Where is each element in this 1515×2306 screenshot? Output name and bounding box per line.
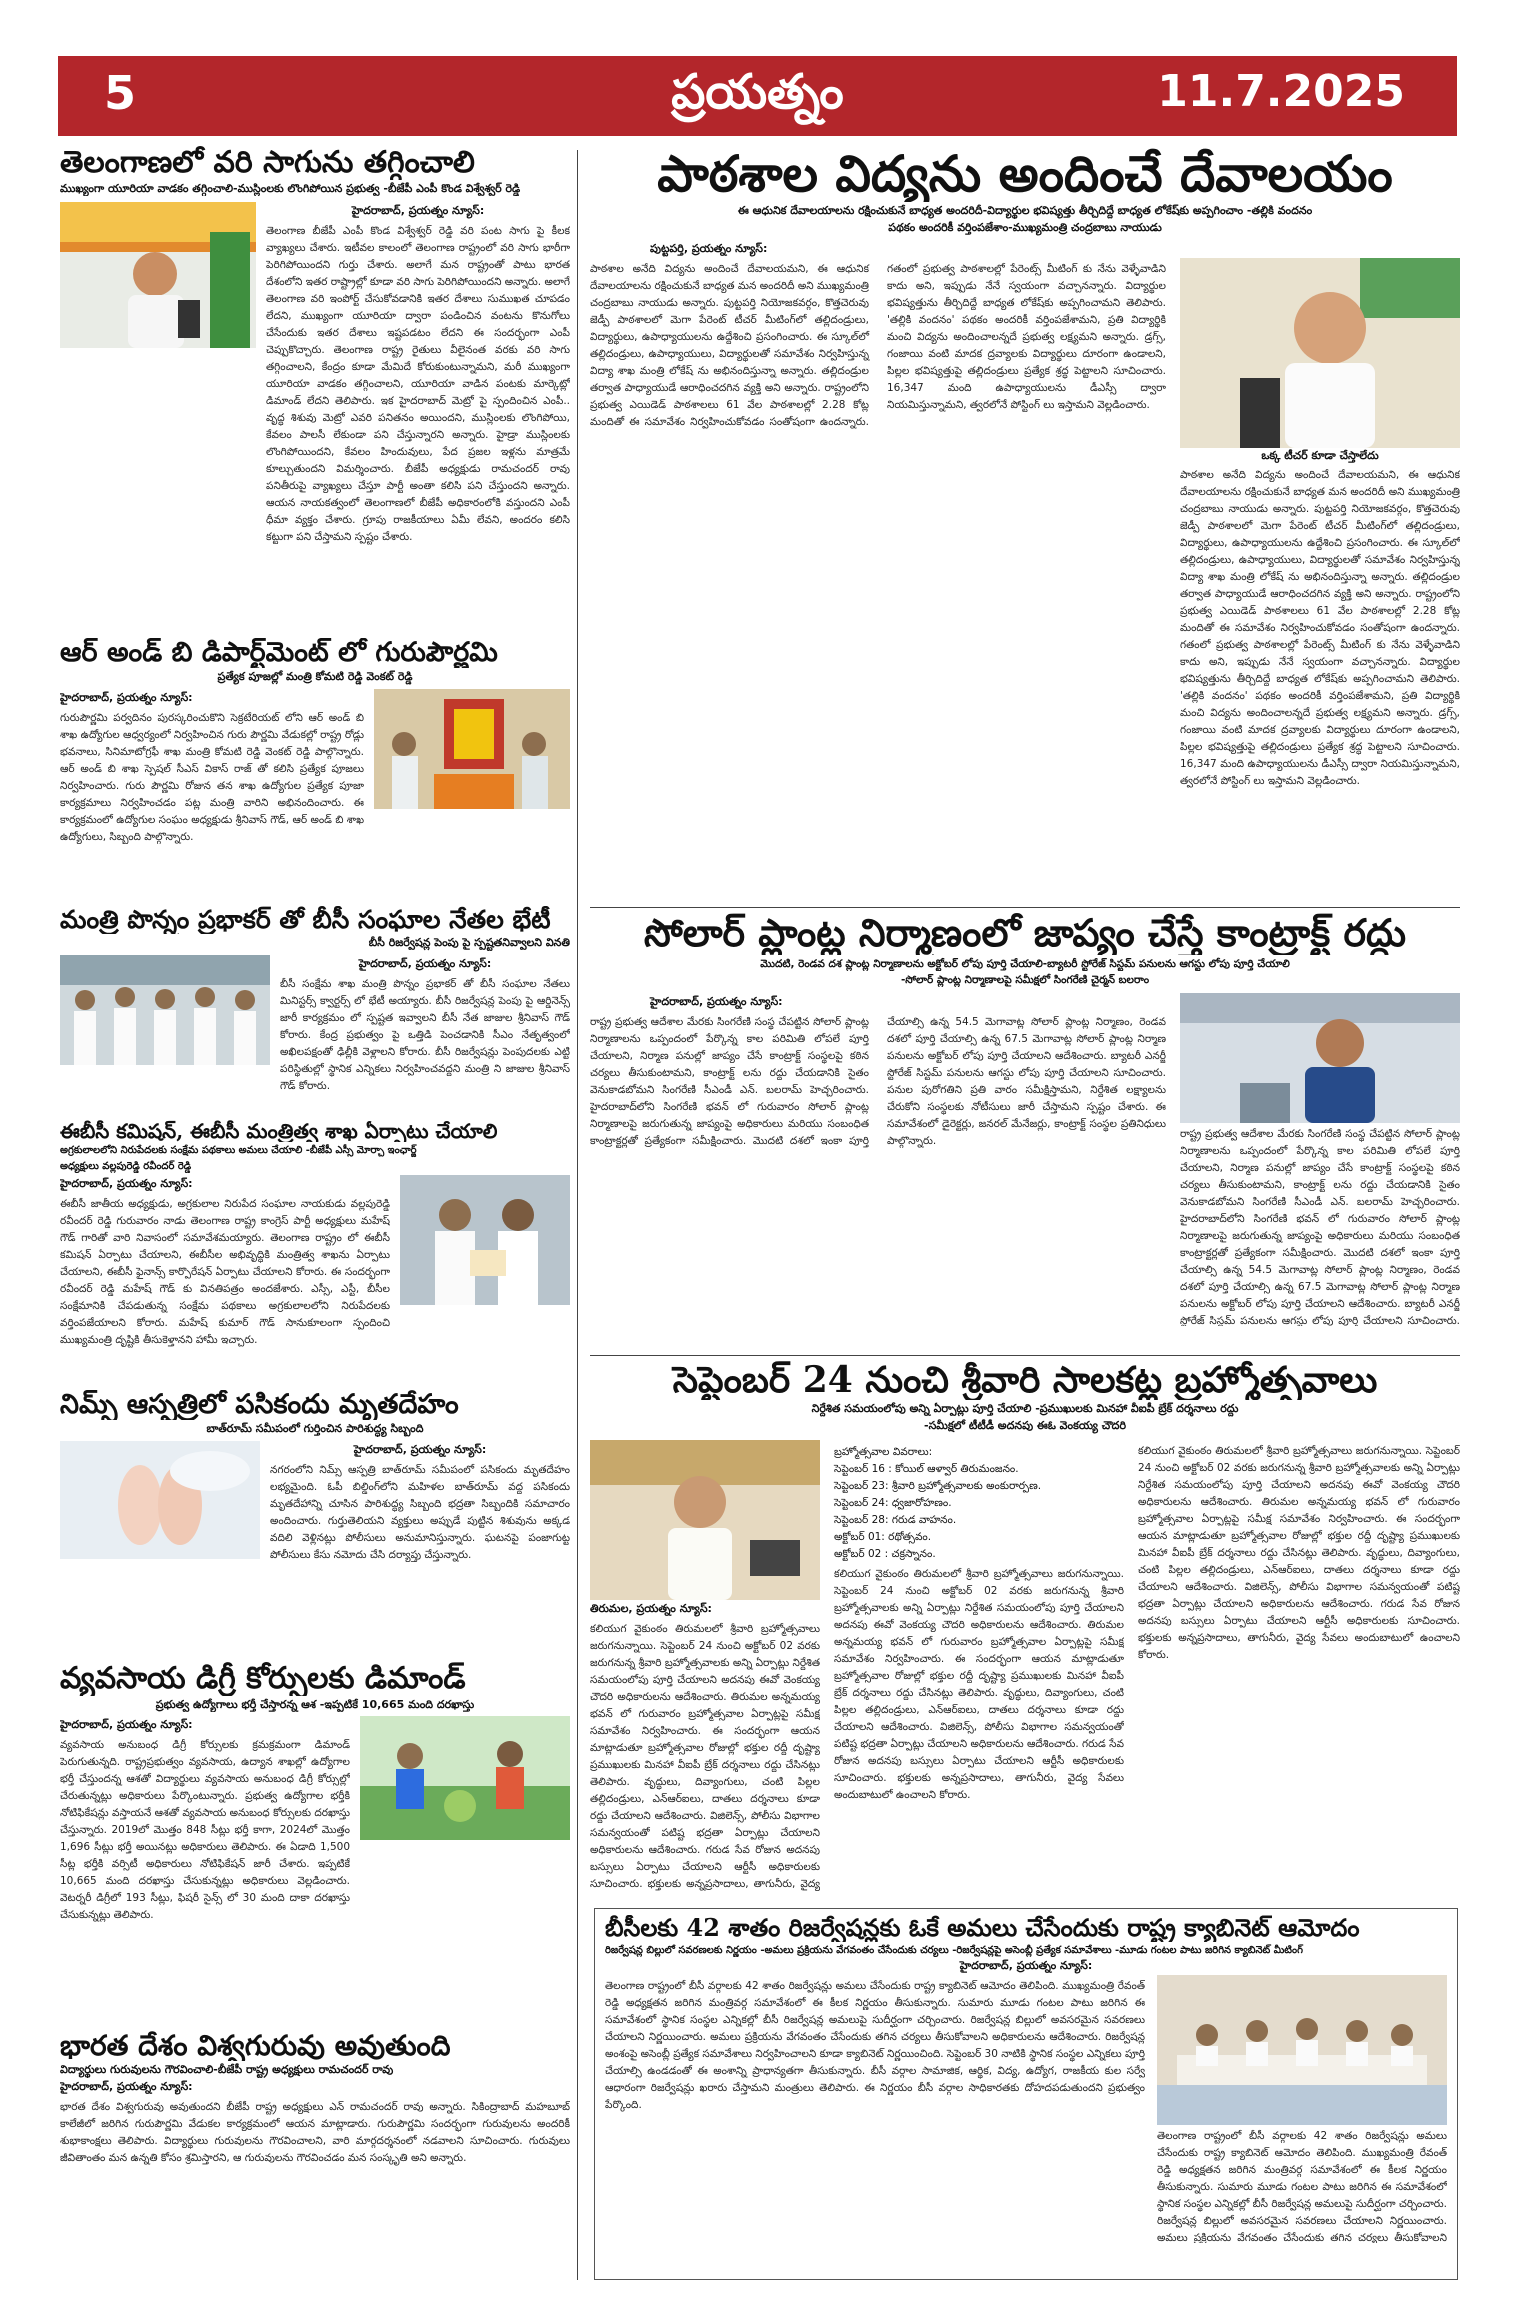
kicker: రిజర్వేషన్ల బిల్లులో సవరణలకు నిర్ణయం -అమలు ప్రక్రియను వేగవంతం చేసేందుకు చర్యలు -రిజర్వేషన్లపై అసెంబ్లీ ప్రత్యేక సమావేశాలు -మూడు గంటల పాటు జరిగిన క్యాబినెట్ మీటింగ్ xyxy=(605,1944,1303,1956)
section-divider xyxy=(590,1355,1460,1356)
schedule-item: సెప్టెంబర్ 23: శ్రీవారి బ్రహ్మోత్సవాలకు అంకురార్పణ. xyxy=(834,1480,1042,1492)
photo-chief-minister xyxy=(1180,258,1460,448)
schedule-item: అక్టోబర్ 01: రథోత్సవం. xyxy=(834,1531,932,1543)
kicker-2: పథకం అందరికీ వర్తింపజేశాం-ముఖ్యమంత్రి చంద్రబాబు నాయుడు xyxy=(888,220,1162,234)
article-cabinet xyxy=(594,1908,1458,2280)
kicker: ప్రభుత్వ ఉద్యోగాలు భర్తీ చేస్తారన్న ఆశ -ఇప్పటికే 10,665 మంది దరఖాస్తు xyxy=(155,1697,475,1711)
kicker: అగ్రకులాలలోని నిరుపేదలకు సంక్షేమ పథకాలు అమలు చేయాలి -బీజేపీ ఎస్సీ మోర్చా ఇంఛార్జ్ xyxy=(60,1145,417,1157)
headline: భారత దేశం విశ్వగురువు అవుతుంది xyxy=(60,2030,451,2062)
headline: నిమ్స్ ఆస్పత్రిలో పసికందు మృతదేహం xyxy=(60,1390,459,1420)
article-body: భారత దేశం విశ్వగురువు అవుతుందని బీజేపీ రాష్ట్ర అధ్యక్షులు ఎన్ రామచందర్ రావు అన్నారు. సికింద్రాబాద్ మహబూబ్ కాలేజీలో జరిగిన గురుపౌర్ణమి వేడుకల కార్యక్రమంలో ఆయన మాట్లాడారు. గురుపౌర్ణమి సందర్భంగా గురువులను అందరికీ శుభాకాంక్షలు తెలిపారు. విద్యార్థులు గురువులను గౌరవించాలని, వారి మార్గదర్శనంలో నడవాలని సూచించారు. గురువులు జీవితాంతం మన ఉన్నతి కోసం శ్రమిస్తారని, ఆ గురువులను గౌరవించడం మన సంస్కృతి అని అన్నారు. xyxy=(60,2101,570,2165)
newspaper-title: ప్రయత్నం xyxy=(671,64,844,120)
headline: ఈబీసీ కమిషన్, ఈబీసీ మంత్రిత్వ శాఖ ఏర్పాటు చేయాలి xyxy=(60,1120,498,1143)
article-body: ఈబీసీ జాతీయ అధ్యక్షుడు, అగ్రకులాల నిరుపేద సంఘాల నాయకుడు వల్లపురెడ్డి రవీందర్ రెడ్డి గురువారం నాడు తెలంగాణ రాష్ట్ర కాంగ్రెస్ పార్టీ అధ్యక్షులు మహేష్ గౌడ్ గారితో వారి నివాసంలో సమావేశమయ్యారు. తెలంగాణ రాష్ట్రం లో ఈబీసీ కమిషన్ ఏర్పాటు చేయాలని, ఈబీసీల అభివృద్ధికి మంత్రిత్వ శాఖను ఏర్పాటు చేయాలని, ఈబీసీ ఫైనాన్స్ కార్పొరేషన్ ఏర్పాటు చేయాలని కోరారు. ఈ సందర్భంగా రవీందర్ రెడ్డి మహేష్ గౌడ్ కు వినతిపత్రం అందజేశారు. ఎస్సీ, ఎస్టీ, బీసీల సంక్షేమానికి చేపడుతున్న సంక్షేమ పథకాలు అగ్రకులాలలోని నిరుపేదలకు వర్తింపజేయాలని కోరారు. మహేష్ కుమార్ గౌడ్ సానుకూలంగా స్పందించి ముఖ్యమంత్రి దృష్టికి తీసుకెళ్తానని హామీ ఇచ్చారు. xyxy=(60,1198,390,1347)
dateline: హైదరాబాద్, ప్రయత్నం న్యూస్: xyxy=(60,1177,193,1191)
article-ebc xyxy=(60,1120,570,1385)
article-body: నగరంలోని నిమ్స్ ఆస్పత్రి బాత్‌రూమ్ సమీపంలో పసికందు మృతదేహం లభ్యమైంది. ఓపీ బిల్డింగ్‌లోని మహిళల బాత్‌రూమ్ వద్ద పసికందు మృతదేహాన్ని చూసిన పారిశుద్ధ్య సిబ్బంది భద్రతా సిబ్బందికి సమాచారం అందించారు. గుర్తుతెలియని వ్యక్తులు అప్పుడే పుట్టిన శిశువును అక్కడ వదిలి వెళ్లినట్లు పోలీసులు అనుమానిస్తున్నారు. ఘటనపై పంజాగుట్ట పోలీసులు కేసు నమోదు చేసి దర్యాప్తు చేస్తున్నారు. xyxy=(270,1464,570,1562)
headline: తెలంగాణలో వరి సాగును తగ్గించాలి xyxy=(60,146,475,180)
article-gurupurnima xyxy=(60,638,570,906)
photo-baby-feet xyxy=(60,1441,260,1559)
kicker: మొదటి, రెండవ దశ ప్లాంట్ల నిర్మాణాలను అక్టోబర్ లోపు పూర్తి చేయాలి-బ్యాటరీ స్టోరేజ్ సిస్టమ్ పనులను ఆగస్టు లోపు పూర్తి చేయాలి xyxy=(760,957,1290,970)
dateline: హైదరాబాద్, ప్రయత్నం న్యూస్: xyxy=(351,204,485,218)
article-body-continued: కలియుగ వైకుంఠం తిరుమలలో శ్రీవారి బ్రహ్మోత్సవాలు జరుగనున్నాయి. సెప్టెంబర్ 24 నుంచి అక్టోబర్ 02 వరకు జరుగనున్న శ్రీవారి బ్రహ్మోత్సవాలకు అన్ని ఏర్పాట్లు నిర్దేశిత సమయంలోపు పూర్తి చేయాలని అదనపు ఈవో వెంకయ్య చౌదరి అధికారులను ఆదేశించారు. తిరుమల అన్నమయ్య భవన్ లో గురువారం బ్రహ్మోత్సవాల ఏర్పాట్లపై సమీక్ష సమావేశం నిర్వహించారు. ఈ సందర్భంగా ఆయన మాట్లాడుతూ బ్రహ్మోత్సవాల రోజుల్లో భక్తుల రద్దీ దృష్ట్యా ప్రముఖులకు మినహా వీఐపీ బ్రేక్ దర్శనాలు రద్దు చేసినట్లు తెలిపారు. వృద్ధులు, దివ్యాంగులు, చంటి పిల్లల తల్లిదండ్రులు, ఎన్ఆర్ఐలు, దాతలు దర్శనాలు కూడా రద్దు చేయాలని ఆదేశించారు. విజిలెన్స్, పోలీసు విభాగాల సమన్వయంతో పటిష్ట భద్రతా ఏర్పాట్లు చేయాలని అధికారులను ఆదేశించారు. గరుడ సేవ రోజున అదనపు బస్సులు ఏర్పాటు చేయాలని ఆర్టీసీ అధికారులకు సూచించారు. భక్తులకు అన్నప్రసాదాలు, తాగునీరు, వైద్య సేవలు అందుబాటులో ఉంచాలని కోరారు. xyxy=(834,1568,1124,1801)
headline: వ్యవసాయ డిగ్రీ కోర్సులకు డిమాండ్ xyxy=(60,1662,466,1696)
article-solar xyxy=(590,912,1460,1350)
dateline: హైదరాబాద్, ప్రయత్నం న్యూస్: xyxy=(650,994,783,1008)
dateline: హైదరాబాద్, ప్రయత్నం న్యూస్: xyxy=(60,691,193,705)
article-body: పాఠశాల అనేది విద్యను అందించే దేవాలయమని, ఈ ఆధునిక దేవాలయాలను రక్షించుకునే బాధ్యత మన అందరిదీ అని ముఖ్యమంత్రి చంద్రబాబు నాయుడు అన్నారు. పుట్టపర్తి నియోజకవర్గం, కొత్తచెరువు జెడ్పీ పాఠశాలలో మెగా పేరెంట్ టీచర్ మీటింగ్‌లో తల్లిదండ్రులు, విద్యార్థులు, ఉపాధ్యాయులను ఉద్దేశించి ప్రసంగించారు. ఈ స్కూల్‌లో తల్లిదండ్రులు, ఉపాధ్యాయులు, విద్యార్థులతో సమావేశం నిర్వహిస్తున్న విద్యా శాఖ మంత్రి లోకేష్ ను అభినందిస్తున్నా అన్నారు. తల్లిదండ్రుల తర్వాత పాధ్యాయుడే ఆరాధించదగిన వ్యక్తి అని అన్నారు. రాష్ట్రంలోని ప్రభుత్వ ఎయిడెడ్ పాఠశాలలు 61 వేల పాఠశాలల్లో 2.28 కోట్ల మందితో ఈ సమావేశం నిర్వహించుకోవడం సంతోషంగా ఉందన్నారు. గతంలో ప్రభుత్వ పాఠశాలల్లో పేరెంట్స్ మీటింగ్ కు నేను వెళ్ళేవాడిని కాదు అని, ఇప్పుడు నేనే స్వయంగా వచ్చానన్నారు. విద్యార్థుల భవిష్యత్తును తీర్చిదిద్దే బాధ్యత లోకేష్‌కు అప్పగించామని తెలిపారు. 'తల్లికి వందనం' పథకం అందరికీ వర్తింపజేశామని, ప్రతి విద్యార్థికి మంచి విద్యను అందించాలన్నదే ప్రభుత్వ లక్ష్యమని అన్నారు. డ్రగ్స్, గంజాయి వంటి మాదక ద్రవ్యాలకు విద్యార్థులు దూరంగా ఉండాలని, పిల్లల భవిష్యత్తుపై తల్లిదండ్రులు ప్రత్యేక శ్రద్ధ పెట్టాలని సూచించారు. 16,347 మంది ఉపాధ్యాయులను డీఎస్సీ ద్వారా నియమిస్తున్నామని, త్వరలోనే పోస్టింగ్ లు ఇస్తామని వెల్లడించారు. xyxy=(590,262,1166,428)
photo-agri-students xyxy=(360,1716,570,1840)
photo-caption: ఒక్క టీచర్ కూడా చేస్తాలేదు xyxy=(1261,448,1379,462)
section-divider xyxy=(590,907,1460,908)
article-vishwaguru xyxy=(60,2030,570,2280)
article-nims xyxy=(60,1390,570,1658)
dateline: హైదరాబాద్, ప్రయత్నం న్యూస్: xyxy=(60,2080,193,2094)
article-degree xyxy=(60,1662,570,2022)
dateline: హైదరాబాద్, ప్రయత్నం న్యూస్: xyxy=(60,1718,193,1732)
article-body: గురుపౌర్ణమి పర్వదినం పురస్కరించుకొని సెక్రటేరియట్ లోని ఆర్ అండ్ బి శాఖ ఉద్యోగుల ఆధ్వర్యంలో నిర్వహించిన గురు పౌర్ణమి వేడుకల్లో రాష్ట్ర రోడ్లు భవనాలు, సినిమాటోగ్రఫీ శాఖ మంత్రి కోమటి రెడ్డి వెంకట్ రెడ్డి పాల్గొన్నారు. ఆర్ అండ్ బి శాఖ స్పెషల్ సీఎస్ వికాస్ రాజ్ తో కలిసి ప్రత్యేక పూజలు నిర్వహించారు. గురు పౌర్ణమి రోజున తన శాఖ ఉద్యోగుల ప్రత్యేక పూజా కార్యక్రమాలు నిర్వహించడం పట్ల మంత్రి వారిని అభినందించారు. ఈ కార్యక్రమంలో ఉద్యోగుల సంఘం అధ్యక్షుడు శ్రీనివాస్ గౌడ్, ఆర్ అండ్ బి శాఖ ఉద్యోగులు, సిబ్బంది పాల్గొన్నారు. xyxy=(60,712,364,844)
headline: ఆర్ అండ్ బి డిపార్ట్‌మెంట్ లో గురుపౌర్ణమి xyxy=(60,638,498,668)
photo-mp-press-meet xyxy=(60,202,256,348)
photo-singareni-chairman xyxy=(1180,993,1460,1123)
schedule-item: సెప్టెంబర్ 28: గరుడ వాహనం. xyxy=(834,1514,957,1526)
article-body-continued: తెలంగాణ రాష్ట్రంలో బీసీ వర్గాలకు 42 శాతం రిజర్వేషన్లు అమలు చేసేందుకు రాష్ట్ర క్యాబినెట్ ఆమోదం తెలిపింది. ముఖ్యమంత్రి రేవంత్ రెడ్డి అధ్యక్షతన జరిగిన మంత్రివర్గ సమావేశంలో ఈ కీలక నిర్ణయం తీసుకున్నారు. సుమారు మూడు గంటల పాటు జరిగిన ఈ సమావేశంలో స్థానిక సంస్థల ఎన్నికల్లో బీసీ రిజర్వేషన్ల అమలుపై సుదీర్ఘంగా చర్చించారు. రిజర్వేషన్ల బిల్లులో అవసరమైన సవరణలు చేయాలని నిర్ణయించారు. అమలు ప్రక్రియను వేగవంతం చేసేందుకు తగిన చర్యలు తీసుకోవాలని xyxy=(1157,2130,1447,2244)
article-paddy xyxy=(60,146,570,631)
kicker: ఈ ఆధునిక దేవాలయాలను రక్షించుకునే బాధ్యత అందరిదీ-విద్యార్థుల భవిష్యత్తు తీర్చిదిద్దే బాధ్యత లోకేష్‌కు అప్పగించాం -తల్లికి వందనం xyxy=(737,204,1313,217)
kicker-sub: అధ్యక్షులు వల్లపురెడ్డి రవీందర్ రెడ్డి xyxy=(60,1160,192,1172)
kicker: బీసీ రిజర్వేషన్ల పెంపు పై స్పష్టతనివ్వాలని వినతి xyxy=(368,936,570,949)
kicker-2: -సమీక్షలో టీటీడీ అదనపు ఈఓ వెంకయ్య చౌదరి xyxy=(924,1419,1126,1433)
article-body-continued: రాష్ట్ర ప్రభుత్వ ఆదేశాల మేరకు సింగరేణి సంస్థ చేపట్టిన సోలార్ ప్లాంట్ల నిర్మాణాలను ఒప్పందంలో పేర్కొన్న కాల పరిమితి లోపలే పూర్తి చేయాలని, నిర్మాణ పనుల్లో జాప్యం చేసే కాంట్రాక్ట్ సంస్థలపై కఠిన చర్యలు తీసుకుంటామని, కాంట్రాక్ట్ లను రద్దు చేయడానికి సైతం వెనుకాడబోమని సింగరేణి సీఎండీ ఎన్. బలరామ్ హెచ్చరించారు. హైదరాబాద్‌లోని సింగరేణి భవన్ లో గురువారం సోలార్ ప్లాంట్ల నిర్మాణాలపై జరుగుతున్న జాప్యంపై అధికారులు మరియు సంబంధిత కాంట్రాక్టర్లతో ప్రత్యేకంగా సమీక్షించారు. మొదటి దశలో ఇంకా పూర్తి చేయాల్సి ఉన్న 54.5 మెగావాట్ల సోలార్ ప్లాంట్ల నిర్మాణం, రెండవ దశలో పూర్తి చేయాల్సి ఉన్న 67.5 మెగావాట్ల సోలార్ ప్లాంట్ల నిర్మాణ పనులను అక్టోబర్ లోపు పూర్తి చేయాలని ఆదేశించారు. బ్యాటరీ ఎనర్జీ స్టోరేజ్ సిస్టమ్ పనులను ఆగస్టు లోపు పూర్తి చేయాలని సూచించారు. xyxy=(1180,1127,1460,1326)
dateline: పుట్టపర్తి, ప్రయత్నం న్యూస్: xyxy=(650,241,768,255)
headline: సెప్టెంబర్ 24 నుంచి శ్రీవారి సాలకట్ల బ్రహ్మోత్సవాలు xyxy=(672,1360,1378,1401)
photo-ttd-eo xyxy=(590,1440,820,1600)
kicker-2: -సోలార్ ప్లాంట్ల నిర్మాణాలపై సమీక్షలో సింగరేణి చైర్మన్ బలరాం xyxy=(900,973,1150,986)
article-brahmotsavam xyxy=(590,1360,1460,1900)
article-ponnam xyxy=(60,906,570,1116)
page-number: 5 xyxy=(104,66,137,120)
issue-date: 11.7.2025 xyxy=(1157,66,1405,117)
photo-bc-leaders xyxy=(60,955,270,1065)
kicker: ప్రత్యేక పూజల్లో మంత్రి కోమటి రెడ్డి వెంకట్ రెడ్డి xyxy=(217,670,413,684)
dateline: తిరుమల, ప్రయత్నం న్యూస్: xyxy=(590,1602,712,1615)
masthead xyxy=(58,56,1457,136)
schedule-item: సెప్టెంబర్ 16 : కోయిల్ ఆళ్వార్ తిరుమంజనం. xyxy=(834,1463,1019,1475)
schedule-item: సెప్టెంబర్ 24: ధ్వజారోహణం. xyxy=(834,1497,952,1509)
headline: పాఠశాల విద్యను అందించే దేవాలయం xyxy=(657,146,1393,202)
dateline: హైదరాబాద్, ప్రయత్నం న్యూస్: xyxy=(959,1959,1093,1973)
photo-puja xyxy=(374,689,570,809)
dateline: హైదరాబాద్, ప్రయత్నం న్యూస్: xyxy=(358,956,492,970)
column-divider xyxy=(577,150,578,2280)
kicker: ముఖ్యంగా యూరియా వాడకం తగ్గించాలి-ముస్లింలకు లొంగిపోయిన ప్రభుత్వ -బీజేపీ ఎంపీ కొండ విశ్వేశ్వర్ రెడ్డి xyxy=(60,181,521,195)
headline: సోలార్ ప్లాంట్ల నిర్మాణంలో జాప్యం చేస్తే కాంట్రాక్ట్ రద్దు xyxy=(644,912,1406,955)
article-body: బీసీ సంక్షేమ శాఖ మంత్రి పొన్నం ప్రభాకర్ తో బీసీ సంఘాల నేతలు మినిస్టర్స్ క్వార్టర్స్ లో భేటీ అయ్యారు. బీసీ రిజర్వేషన్ల పెంపు పై ఆర్డినెన్స్ జారీ కార్యక్రమం లో స్పష్టత ఇవ్వాలని బీసీ నేత జాజుల శ్రీనివాస్ గౌడ్ కోరారు. కేంద్ర ప్రభుత్వం పై ఒత్తిడి పెంచడానికి సీఎం నేతృత్వంలో అఖిలపక్షంతో ఢిల్లీకి వెళ్లాలని కోరారు. బీసీ రిజర్వేషన్లు పెంపుదలకు ఎట్టి పరిస్థితుల్లో స్థానిక ఎన్నికలు నిర్వహించవద్దని మంత్రి ని జాజుల శ్రీనివాస్ గౌడ్ కోరారు. xyxy=(280,977,570,1092)
article-body: కలియుగ వైకుంఠం తిరుమలలో శ్రీవారి బ్రహ్మోత్సవాలు జరుగనున్నాయి. సెప్టెంబర్ 24 నుంచి అక్టోబర్ 02 వరకు జరుగనున్న శ్రీవారి బ్రహ్మోత్సవాలకు అన్ని ఏర్పాట్లు నిర్దేశిత సమయంలోపు పూర్తి చేయాలని అదనపు ఈవో వెంకయ్య చౌదరి అధికారులను ఆదేశించారు. తిరుమల అన్నమయ్య భవన్ లో గురువారం బ్రహ్మోత్సవాల ఏర్పాట్లపై సమీక్ష సమావేశం నిర్వహించారు. ఈ సందర్భంగా ఆయన మాట్లాడుతూ బ్రహ్మోత్సవాల రోజుల్లో భక్తుల రద్దీ దృష్ట్యా ప్రముఖులకు మినహా వీఐపీ బ్రేక్ దర్శనాలు రద్దు చేసినట్లు తెలిపారు. వృద్ధులు, దివ్యాంగులు, చంటి పిల్లల తల్లిదండ్రులు, ఎన్ఆర్ఐలు, దాతలు దర్శనాలు కూడా రద్దు చేయాలని ఆదేశించారు. విజిలెన్స్, పోలీసు విభాగాల సమన్వయంతో పటిష్ట భద్రతా ఏర్పాట్లు చేయాలని అధికారులను ఆదేశించారు. గరుడ సేవ రోజున అదనపు బస్సులు ఏర్పాటు చేయాలని ఆర్టీసీ అధికారులకు సూచించారు. భక్తులకు అన్నప్రసాదాలు, తాగునీరు, వైద్య xyxy=(590,1623,820,1890)
article-body: తెలంగాణ బీజేపీ ఎంపీ కొండ విశ్వేశ్వర్ రెడ్డి వరి పంట సాగు పై కీలక వ్యాఖ్యలు చేశారు. ఇటీవల కాలంలో తెలంగాణ రాష్ట్రంలో వరి సాగు భారీగా పెరిగిపోయిందని గుర్తు చేశారు. అలాగే మన రాష్ట్రంతో పాటు భారత దేశంలోని ఇతర రాష్ట్రాల్లో కూడా వరి సాగు పెరిగిపోయిందని అన్నారు. అలాగే తెలంగాణ వరి ఇంపోర్ట్ చేసుకోవడానికి ఇతర దేశాలు సుముఖత చూపడం లేదని, ముఖ్యంగా యూరియా ద్వారా పండించిన వంటను కొనుగోలు చేసేందుకు ఇతర దేశాలు ఇష్టపడటం లేదని ఈ సందర్భంగా ఎంపీ చెప్పుకొచ్చారు. తెలంగాణ రాష్ట్ర రైతులు వీలైనంత వరకు వరి సాగు తగ్గించాలని, కేంద్రం కూడా మేమిదే కోరుకుంటున్నామని, మరీ ముఖ్యంగా యూరియా వాడకం తగ్గించాలని, యూరియా వాడిన పంటకు మార్కెట్లో డిమాండ్ లేదని తెలిపారు. ఇక హైదరాబాద్ మెట్రో పై స్పందించిన ఎంపీ.. వృద్ధ శిశువు మెట్రో ఎవరి పనితనం అయిందని, ముస్లింలకు లొంగిపోయి, కేవలం పాలసీ లేకుండా పని చేస్తున్నారని అన్నారు. హైడ్రా ముస్లింలకు లొంగిపోయిందని, కేవలం హిందువులు, పేద ప్రజల ఇళ్లను మాత్రమే కూల్చుతుందని విమర్శించారు. బీజేపీ అధ్యక్షుడు రామచందర్ రావు పనితీరుపై వ్యాఖ్యలు చేస్తూ పార్టీ అంతా కలిసి పని చేస్తుందని అన్నారు. ఆయన నాయకత్వంలో తెలంగాణలో బీజేపీ అధికారంలోకి వస్తుందని ఎంపీ ధీమా వ్యక్తం చేశారు. గ్రూపు రాజకీయాలు ఏమీ లేవని, అందరం కలిసి కట్టుగా పని చేస్తామని స్పష్టం చేశారు. xyxy=(266,225,570,544)
article-body: రాష్ట్ర ప్రభుత్వ ఆదేశాల మేరకు సింగరేణి సంస్థ చేపట్టిన సోలార్ ప్లాంట్ల నిర్మాణాలను ఒప్పందంలో పేర్కొన్న కాల పరిమితి లోపలే పూర్తి చేయాలని, నిర్మాణ పనుల్లో జాప్యం చేసే కాంట్రాక్ట్ సంస్థలపై కఠిన చర్యలు తీసుకుంటామని, కాంట్రాక్ట్ లను రద్దు చేయడానికి సైతం వెనుకాడబోమని సింగరేణి సీఎండీ ఎన్. బలరామ్ హెచ్చరించారు. హైదరాబాద్‌లోని సింగరేణి భవన్ లో గురువారం సోలార్ ప్లాంట్ల నిర్మాణాలపై జరుగుతున్న జాప్యంపై అధికారులు మరియు సంబంధిత కాంట్రాక్టర్లతో ప్రత్యేకంగా సమీక్షించారు. మొదటి దశలో ఇంకా పూర్తి చేయాల్సి ఉన్న 54.5 మెగావాట్ల సోలార్ ప్లాంట్ల నిర్మాణం, రెండవ దశలో పూర్తి చేయాల్సి ఉన్న 67.5 మెగావాట్ల సోలార్ ప్లాంట్ల నిర్మాణ పనులను అక్టోబర్ లోపు పూర్తి చేయాలని ఆదేశించారు. బ్యాటరీ ఎనర్జీ స్టోరేజ్ సిస్టమ్ పనులను ఆగస్టు లోపు పూర్తి చేయాలని సూచించారు. పనుల పురోగతిని ప్రతి వారం సమీక్షిస్తామని, నిర్దేశిత లక్ష్యాలను చేరుకోని సంస్థలకు నోటీసులు జారీ చేస్తామని స్పష్టం చేశారు. ఈ సమావేశంలో డైరెక్టర్లు, జనరల్ మేనేజర్లు, కాంట్రాక్ట్ సంస్థల ప్రతినిధులు పాల్గొన్నారు. xyxy=(590,1015,1166,1147)
article-body: వ్యవసాయ అనుబంధ డిగ్రీ కోర్సులకు క్రమక్రమంగా డిమాండ్ పెరుగుతున్నది. రాష్ట్రప్రభుత్వం వ్యవసాయ, ఉద్యాన శాఖల్లో ఉద్యోగాల భర్తీ చేస్తుందన్న ఆశతో విద్యార్థులు వ్యవసాయ అనుబంధ డిగ్రీ కోర్సుల్లో చేరుతున్నట్లు అధికారులు పేర్కొంటున్నారు. ప్రభుత్వ ఉద్యోగాల భర్తీకి నోటిఫికేషన్లు వస్తాయనే ఆశతో వ్యవసాయ అనుబంధ కోర్సులకు దరఖాస్తు చేస్తున్నారు. 2019లో మొత్తం 848 సీట్లు భర్తీ కాగా, 2024లో మొత్తం 1,696 సీట్లు భర్తీ అయినట్లు అధికారులు తెలిపారు. ఈ ఏడాది 1,500 సీట్ల భర్తీకి వర్సిటీ అధికారులు నోటిఫికేషన్ జారీ చేశారు. ఇప్పటికే 10,665 మంది దరఖాస్తు చేసుకున్నట్లు అధికారులు వెల్లడించారు. వెటర్నరీ డిగ్రీలో 193 సీట్లు, ఫిషరీ సైన్స్ లో 30 మంది దాకా దరఖాస్తు చేసుకున్నట్లు తెలిపారు. xyxy=(60,1739,350,1922)
kicker: బాత్‌రూమ్ సమీపంలో గుర్తించిన పారిశుద్ధ్య సిబ్బంది xyxy=(206,1422,424,1436)
article-body: తెలంగాణ రాష్ట్రంలో బీసీ వర్గాలకు 42 శాతం రిజర్వేషన్లు అమలు చేసేందుకు రాష్ట్ర క్యాబినెట్ ఆమోదం తెలిపింది. ముఖ్యమంత్రి రేవంత్ రెడ్డి అధ్యక్షతన జరిగిన మంత్రివర్గ సమావేశంలో ఈ కీలక నిర్ణయం తీసుకున్నారు. సుమారు మూడు గంటల పాటు జరిగిన ఈ సమావేశంలో స్థానిక సంస్థల ఎన్నికల్లో బీసీ రిజర్వేషన్ల అమలుపై సుదీర్ఘంగా చర్చించారు. రిజర్వేషన్ల బిల్లులో అవసరమైన సవరణలు చేయాలని నిర్ణయించారు. అమలు ప్రక్రియను వేగవంతం చేసేందుకు తగిన చర్యలు తీసుకోవాలని అధికారులను ఆదేశించారు. రిజర్వేషన్ల అంశంపై అసెంబ్లీ ప్రత్యేక సమావేశాలు నిర్వహించాలని కూడా క్యాబినెట్ నిర్ణయించింది. సెప్టెంబర్ 30 నాటికి స్థానిక సంస్థల ఎన్నికలు పూర్తి చేయాల్సి ఉండడంతో ఈ అంశాన్ని ప్రాధాన్యతగా తీసుకున్నారు. బీసీ వర్గాల సామాజిక, ఆర్థిక, విద్య, ఉద్యోగ, రాజకీయ కుల సర్వే ఆధారంగా రిజర్వేషన్లు ఖరారు చేస్తామని మంత్రులు తెలిపారు. ఈ నిర్ణయం బీసీ వర్గాల సాధికారతకు దోహదపడుతుందని ప్రభుత్వం పేర్కొంది. xyxy=(605,1980,1145,2112)
article-school xyxy=(590,146,1460,902)
schedule-item: అక్టోబర్ 02 : చక్రస్నానం. xyxy=(834,1548,936,1560)
photo-cabinet-meeting xyxy=(1157,1975,1447,2125)
article-body-continued: పాఠశాల అనేది విద్యను అందించే దేవాలయమని, ఈ ఆధునిక దేవాలయాలను రక్షించుకునే బాధ్యత మన అందరిదీ అని ముఖ్యమంత్రి చంద్రబాబు నాయుడు అన్నారు. పుట్టపర్తి నియోజకవర్గం, కొత్తచెరువు జెడ్పీ పాఠశాలలో మెగా పేరెంట్ టీచర్ మీటింగ్‌లో తల్లిదండ్రులు, విద్యార్థులు, ఉపాధ్యాయులను ఉద్దేశించి ప్రసంగించారు. ఈ స్కూల్‌లో తల్లిదండ్రులు, ఉపాధ్యాయులు, విద్యార్థులతో సమావేశం నిర్వహిస్తున్న విద్యా శాఖ మంత్రి లోకేష్ ను అభినందిస్తున్నా అన్నారు. తల్లిదండ్రుల తర్వాత పాధ్యాయుడే ఆరాధించదగిన వ్యక్తి అని అన్నారు. రాష్ట్రంలోని ప్రభుత్వ ఎయిడెడ్ పాఠశాలలు 61 వేల పాఠశాలల్లో 2.28 కోట్ల మందితో ఈ సమావేశం నిర్వహించుకోవడం సంతోషంగా ఉందన్నారు. గతంలో ప్రభుత్వ పాఠశాలల్లో పేరెంట్స్ మీటింగ్ కు నేను వెళ్ళేవాడిని కాదు అని, ఇప్పుడు నేనే స్వయంగా వచ్చానన్నారు. విద్యార్థుల భవిష్యత్తును తీర్చిదిద్దే బాధ్యత లోకేష్‌కు అప్పగించామని తెలిపారు. 'తల్లికి వందనం' పథకం అందరికీ వర్తింపజేశామని, ప్రతి విద్యార్థికి మంచి విద్యను అందించాలన్నదే ప్రభుత్వ లక్ష్యమని అన్నారు. డ్రగ్స్, గంజాయి వంటి మాదక ద్రవ్యాలకు విద్యార్థులు దూరంగా ఉండాలని, పిల్లల భవిష్యత్తుపై తల్లిదండ్రులు ప్రత్యేక శ్రద్ధ పెట్టాలని సూచించారు. 16,347 మంది ఉపాధ్యాయులను డీఎస్సీ ద్వారా నియమిస్తున్నామని, త్వరలోనే పోస్టింగ్ లు ఇస్తామని వెల్లడించారు. xyxy=(1180,469,1460,788)
dateline: హైదరాబాద్, ప్రయత్నం న్యూస్: xyxy=(353,1443,487,1457)
article-body-continued-2: కలియుగ వైకుంఠం తిరుమలలో శ్రీవారి బ్రహ్మోత్సవాలు జరుగనున్నాయి. సెప్టెంబర్ 24 నుంచి అక్టోబర్ 02 వరకు జరుగనున్న శ్రీవారి బ్రహ్మోత్సవాలకు అన్ని ఏర్పాట్లు నిర్దేశిత సమయంలోపు పూర్తి చేయాలని అదనపు ఈవో వెంకయ్య చౌదరి అధికారులను ఆదేశించారు. తిరుమల అన్నమయ్య భవన్ లో గురువారం బ్రహ్మోత్సవాల ఏర్పాట్లపై సమీక్ష సమావేశం నిర్వహించారు. ఈ సందర్భంగా ఆయన మాట్లాడుతూ బ్రహ్మోత్సవాల రోజుల్లో భక్తుల రద్దీ దృష్ట్యా ప్రముఖులకు మినహా వీఐపీ బ్రేక్ దర్శనాలు రద్దు చేసినట్లు తెలిపారు. వృద్ధులు, దివ్యాంగులు, చంటి పిల్లల తల్లిదండ్రులు, ఎన్ఆర్ఐలు, దాతలు దర్శనాలు కూడా రద్దు చేయాలని ఆదేశించారు. విజిలెన్స్, పోలీసు విభాగాల సమన్వయంతో పటిష్ట భద్రతా ఏర్పాట్లు చేయాలని అధికారులను ఆదేశించారు. గరుడ సేవ రోజున అదనపు బస్సులు ఏర్పాటు చేయాలని ఆర్టీసీ అధికారులకు సూచించారు. భక్తులకు అన్నప్రసాదాలు, తాగునీరు, వైద్య సేవలు అందుబాటులో ఉంచాలని కోరారు. xyxy=(1138,1445,1460,1661)
kicker: విద్యార్థులు గురువులను గౌరవించాలి-బీజేపీ రాష్ట్ర అధ్యక్షులు రామచందర్ రావు xyxy=(60,2063,394,2077)
kicker: నిర్దేశిత సమయంలోపు అన్ని ఏర్పాట్లు పూర్తి చేయాలి -ప్రముఖులకు మినహా వీఐపీ బ్రేక్ దర్శనాలు రద్దు xyxy=(811,1402,1239,1416)
headline: మంత్రి పొన్నం ప్రభాకర్ తో బీసీ సంఘాల నేతల భేటీ xyxy=(60,906,551,934)
schedule-heading: బ్రహ్మోత్సవాల వివరాలు: xyxy=(834,1446,933,1458)
schedule-list xyxy=(834,1444,1124,1563)
headline: బీసీలకు 42 శాతం రిజర్వేషన్లకు ఓకే అమలు చేసేందుకు రాష్ట్ర క్యాబినెట్ ఆమోదం xyxy=(605,1915,1360,1942)
photo-ebc-memorandum xyxy=(400,1175,570,1305)
